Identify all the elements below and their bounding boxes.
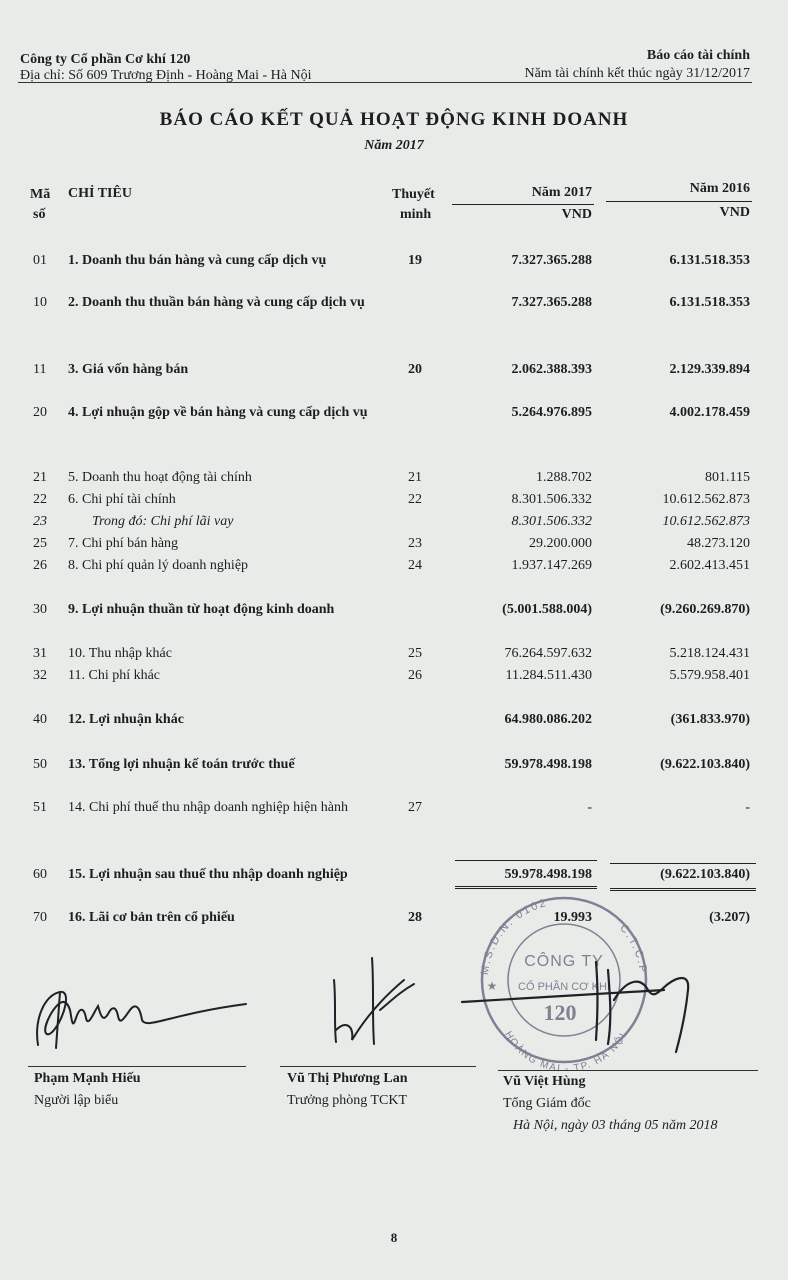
row-value-2017: 64.980.086.202 (504, 712, 592, 727)
row-value-2016: 48.273.120 (687, 536, 750, 551)
row-value-2016: 6.131.518.353 (669, 253, 750, 268)
row-code: 32 (33, 668, 47, 683)
col-year2016: Năm 2016 (689, 181, 750, 196)
preparer-role: Người lập biểu (34, 1093, 119, 1108)
row-code: 30 (33, 602, 47, 617)
chief-accountant-role: Trưởng phòng TCKT (287, 1093, 408, 1108)
row-note: 27 (408, 800, 422, 815)
row-name: 12. Lợi nhuận khác (68, 712, 184, 727)
row-name: 4. Lợi nhuận gộp về bán hàng và cung cấp dịch vụ (68, 405, 368, 420)
row-name: 16. Lãi cơ bản trên cổ phiếu (68, 910, 235, 925)
row-value-2016: 6.131.518.353 (669, 295, 750, 310)
row-code: 26 (33, 558, 47, 573)
row-value-2017: - (587, 800, 592, 815)
page-number: 8 (390, 1230, 398, 1245)
report-title: BÁO CÁO KẾT QUẢ HOẠT ĐỘNG KINH DOANH (159, 109, 629, 130)
sig-line-chief-accountant (280, 1066, 476, 1067)
row-value-2016: 2.129.339.894 (669, 362, 750, 377)
row-note: 28 (408, 910, 422, 925)
row-value-2017: 8.301.506.332 (511, 514, 592, 529)
stamp-bottom-text: HOÀNG MAI - TP. HÀ NỘI (502, 1029, 630, 1075)
row-name: 1. Doanh thu bán hàng và cung cấp dịch vụ (68, 253, 327, 268)
report-type: Báo cáo tài chính (646, 48, 750, 63)
row-value-2016: (3.207) (709, 910, 750, 925)
row-name: 5. Doanh thu hoạt động tài chính (68, 470, 252, 485)
row-value-2017: 59.978.498.198 (504, 867, 592, 882)
company-address: Địa chỉ: Số 609 Trương Định - Hoàng Mai - Hà Nội (20, 68, 312, 83)
row-name: 7. Chi phí bán hàng (68, 536, 179, 551)
col-year2016-unit: VND (719, 205, 750, 220)
stamp-center2-text: CỔ PHẦN CƠ KHÍ (518, 981, 610, 993)
sig-line-preparer (28, 1066, 246, 1067)
col-year2017: Năm 2017 (531, 185, 592, 200)
row-code: 01 (33, 253, 47, 268)
row-code: 11 (33, 362, 47, 377)
row-value-2016: - (745, 800, 750, 815)
col-indicator: CHỈ TIÊU (68, 186, 132, 201)
row-value-2017: 7.327.365.288 (511, 253, 592, 268)
row-name: 13. Tổng lợi nhuận kế toán trước thuế (68, 757, 295, 772)
row-value-2016: 5.218.124.431 (669, 646, 750, 661)
row-code: 60 (33, 867, 47, 882)
row-name: 6. Chi phí tài chính (68, 492, 176, 507)
row-value-2017: 59.978.498.198 (504, 757, 592, 772)
row-value-2017: 2.062.388.393 (511, 362, 592, 377)
row-note: 20 (408, 362, 422, 377)
director-role: Tổng Giám đốc (503, 1096, 591, 1111)
row-code: 70 (33, 910, 47, 925)
star-icon: ★ (486, 979, 498, 993)
row-note: 26 (408, 668, 422, 683)
company-name: Công ty Cổ phần Cơ khí 120 (20, 52, 191, 67)
row-code: 10 (33, 295, 47, 310)
row-name: 9. Lợi nhuận thuần từ hoạt động kinh doanh (68, 602, 335, 617)
row-value-2016: 2.602.413.451 (669, 558, 750, 573)
row-name: 14. Chi phí thuế thu nhập doanh nghiệp hiện hành (68, 800, 348, 815)
row-code: 25 (33, 536, 47, 551)
col-note-line1: Thuyết (392, 187, 435, 202)
row-code: 40 (33, 712, 47, 727)
row-code: 51 (33, 800, 47, 815)
row-name: 2. Doanh thu thuần bán hàng và cung cấp dịch vụ (68, 295, 365, 310)
row-note: 21 (408, 470, 422, 485)
director-name: Vũ Việt Hùng (503, 1074, 586, 1089)
row-value-2016: 801.115 (705, 470, 750, 485)
row-value-2017: 8.301.506.332 (511, 492, 592, 507)
col-note-line2: minh (400, 207, 432, 222)
report-subtitle: Năm 2017 (364, 138, 424, 153)
row-value-2016: 4.002.178.459 (669, 405, 750, 420)
stamp-number-text: 120 (543, 1000, 577, 1025)
row-value-2017: 11.284.511.430 (505, 668, 592, 683)
row-note: 22 (408, 492, 422, 507)
row-value-2016: (361.833.970) (670, 712, 750, 727)
place-and-date: Hà Nội, ngày 03 tháng 05 năm 2018 (513, 1118, 718, 1133)
row-value-2016: (9.622.103.840) (660, 867, 750, 882)
row-code: 20 (33, 405, 47, 420)
row-value-2017: 1.937.147.269 (511, 558, 592, 573)
row-name: 11. Chi phí khác (68, 668, 161, 683)
svg-text:C.T.C.P (617, 922, 649, 975)
stamp-right-text: C.T.C.P (617, 922, 649, 976)
row-code: 50 (33, 757, 47, 772)
fiscal-year: Năm tài chính kết thúc ngày 31/12/2017 (524, 66, 750, 81)
row-value-2016: 5.579.958.401 (669, 668, 750, 683)
row-value-2016: 10.612.562.873 (662, 514, 750, 529)
row-value-2017: (5.001.588.004) (502, 602, 592, 617)
chief-accountant-name: Vũ Thị Phương Lan (287, 1071, 408, 1086)
col-year2017-unit: VND (561, 207, 592, 222)
row-note: 23 (408, 536, 422, 551)
row-note: 24 (408, 558, 422, 573)
signature-preparer (37, 992, 246, 1048)
row-code: 22 (33, 492, 47, 507)
row-value-2017: 5.264.976.895 (511, 405, 592, 420)
row-name: 3. Giá vốn hàng bán (68, 362, 189, 377)
row-name: 10. Thu nhập khác (68, 646, 172, 661)
row-name: 15. Lợi nhuận sau thuế thu nhập doanh nghiệp (68, 867, 348, 882)
preparer-name: Phạm Mạnh Hiếu (34, 1071, 141, 1086)
row-code: 21 (33, 470, 47, 485)
row-note: 19 (408, 253, 422, 268)
row-note: 25 (408, 646, 422, 661)
row-value-2017: 7.327.365.288 (511, 295, 592, 310)
row-value-2017: 29.200.000 (529, 536, 592, 551)
stamp-center1-text: CÔNG TY (524, 953, 604, 970)
row-code: 31 (33, 646, 47, 661)
row-value-2017: 76.264.597.632 (504, 646, 592, 661)
col-code-line1: Mã (30, 187, 51, 202)
row-value-2017: 1.288.702 (536, 470, 592, 485)
row-code: 23 (33, 514, 47, 529)
company-stamp (479, 897, 649, 1075)
row-value-2016: (9.260.269.870) (660, 602, 750, 617)
row-name: 8. Chi phí quản lý doanh nghiệp (68, 558, 249, 573)
stamp-top-text: M.S.D.N: 0102 (479, 896, 549, 976)
col-code-line2: số (33, 207, 46, 222)
row-name: Trong đó: Chi phí lãi vay (92, 514, 234, 529)
sig-line-director (498, 1070, 758, 1071)
row-value-2016: (9.622.103.840) (660, 757, 750, 772)
signature-chief-accountant (334, 958, 414, 1044)
row-value-2017: 19.993 (553, 910, 592, 925)
row-value-2016: 10.612.562.873 (662, 492, 750, 507)
